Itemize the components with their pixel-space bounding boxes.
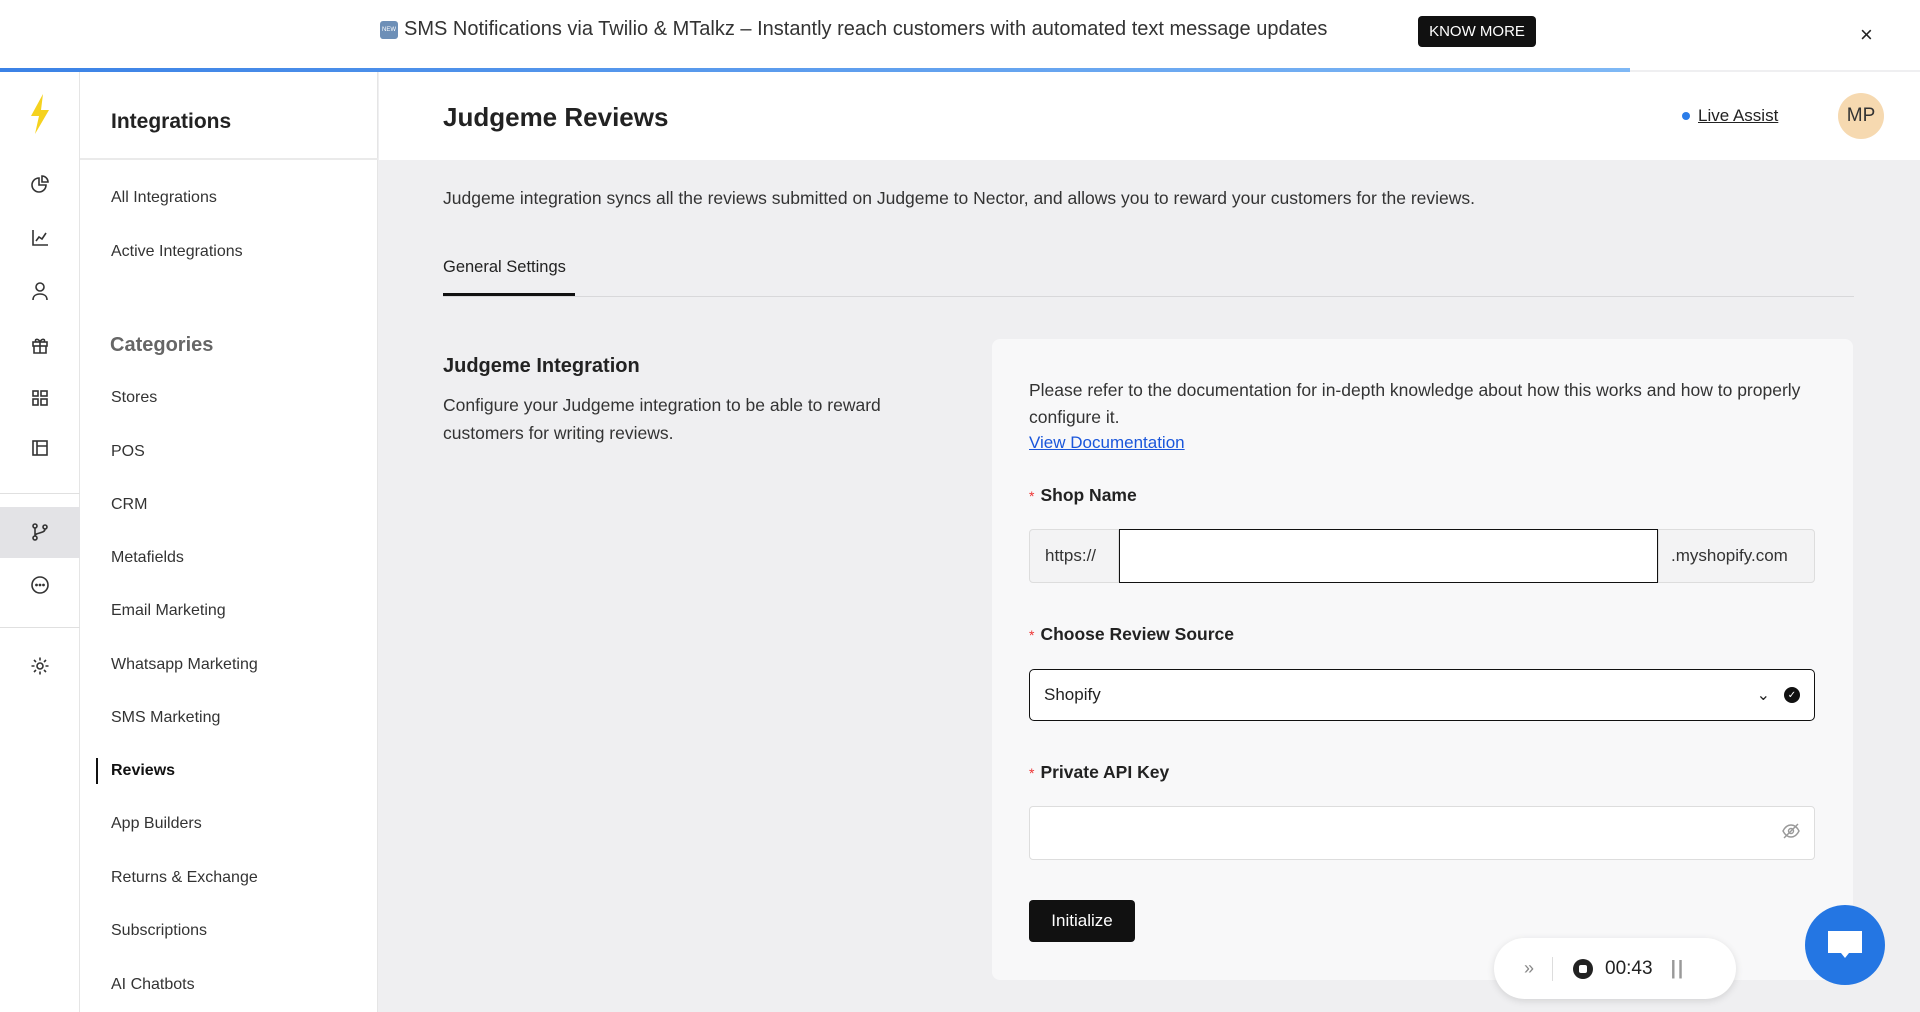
shop-name-label xyxy=(1029,485,1137,506)
pause-icon[interactable]: || xyxy=(1670,957,1686,979)
avatar[interactable]: MP xyxy=(1838,93,1884,139)
expand-chevrons-icon[interactable]: » xyxy=(1524,958,1535,978)
lightning-logo-icon[interactable] xyxy=(26,100,54,128)
recorder-divider xyxy=(1552,957,1553,981)
rail-divider xyxy=(0,493,80,494)
banner-text xyxy=(380,18,1327,41)
sidebar-item-reviews[interactable]: Reviews xyxy=(111,762,176,779)
label-text: Choose Review Source xyxy=(1040,624,1234,644)
live-assist-link[interactable] xyxy=(1682,106,1778,126)
page-title: Judgeme Reviews xyxy=(443,102,669,132)
label-text: Private API Key xyxy=(1040,762,1170,782)
analytics-icon[interactable] xyxy=(26,224,54,252)
view-documentation-link[interactable]: View Documentation xyxy=(1029,433,1185,452)
sidebar-item-all-integrations[interactable]: All Integrations xyxy=(111,189,217,206)
sidebar-item-returns-exchange[interactable]: Returns & Exchange xyxy=(111,869,258,886)
required-mark: * xyxy=(1029,488,1035,504)
sidebar-item-stores[interactable]: Stores xyxy=(111,389,158,406)
shop-name-input[interactable] xyxy=(1119,529,1658,583)
sidebar-item-ai-chatbots[interactable]: AI Chatbots xyxy=(111,976,195,993)
live-assist-label: Live Assist xyxy=(1698,106,1779,125)
icon-rail xyxy=(0,72,80,1012)
rail-divider xyxy=(0,627,80,628)
url-prefix: https:// xyxy=(1029,529,1119,583)
gear-icon[interactable] xyxy=(26,652,54,680)
url-suffix: .myshopify.com xyxy=(1658,529,1815,583)
sidebar-item-pos[interactable]: POS xyxy=(111,443,145,460)
api-key-label xyxy=(1029,762,1169,783)
close-banner-icon[interactable]: × xyxy=(1860,22,1873,47)
section-title: Judgeme Integration xyxy=(443,355,640,377)
eye-off-icon[interactable] xyxy=(1782,823,1800,844)
recording-time: 00:43 xyxy=(1605,957,1653,979)
settings-card xyxy=(992,339,1853,980)
section-description: Configure your Judgeme integration to be able to reward customers for writing reviews. xyxy=(443,395,881,443)
chat-icon[interactable] xyxy=(26,571,54,599)
grid-widgets-icon[interactable] xyxy=(26,384,54,412)
sidebar-item-sms-marketing[interactable]: SMS Marketing xyxy=(111,709,221,726)
know-more-button[interactable]: KNOW MORE xyxy=(1418,16,1536,47)
user-icon[interactable] xyxy=(26,277,54,305)
live-dot-icon xyxy=(1682,112,1690,120)
pie-chart-icon[interactable] xyxy=(26,171,54,199)
required-mark: * xyxy=(1029,765,1035,781)
sidebar-item-active-integrations[interactable]: Active Integrations xyxy=(111,243,243,260)
sidebar-item-app-builders[interactable]: App Builders xyxy=(111,815,202,832)
sidebar-title: Integrations xyxy=(111,110,232,133)
tab-general-settings[interactable]: General Settings xyxy=(443,258,566,276)
private-api-key-input[interactable] xyxy=(1029,806,1815,860)
stop-record-icon[interactable] xyxy=(1573,959,1593,979)
chevron-down-icon: ⌄ xyxy=(1756,687,1770,704)
initialize-button[interactable]: Initialize xyxy=(1029,900,1135,942)
screen-recorder-widget xyxy=(1494,938,1736,999)
new-badge-icon: NEW xyxy=(380,21,398,39)
sidebar-item-subscriptions[interactable]: Subscriptions xyxy=(111,922,208,939)
required-mark: * xyxy=(1029,627,1035,643)
layout-icon[interactable] xyxy=(26,434,54,462)
check-circle-icon: ✓ xyxy=(1784,687,1800,703)
chat-support-button[interactable] xyxy=(1805,905,1885,985)
sidebar-item-crm[interactable]: CRM xyxy=(111,496,148,513)
integrations-sidebar xyxy=(80,72,378,1012)
sidebar-header xyxy=(80,72,378,160)
active-indicator xyxy=(96,758,98,784)
documentation-info: Please refer to the documentation for in-depth knowledge about how this works and how to properly configure it. xyxy=(1029,380,1801,427)
review-source-label xyxy=(1029,624,1234,645)
review-source-select[interactable] xyxy=(1029,669,1815,721)
sidebar-item-metafields[interactable]: Metafields xyxy=(111,549,184,566)
sidebar-item-email-marketing[interactable]: Email Marketing xyxy=(111,602,226,619)
selected-value: Shopify xyxy=(1044,685,1101,704)
announcement-banner xyxy=(0,0,1920,70)
integrations-branch-icon[interactable] xyxy=(26,518,54,546)
sidebar-item-whatsapp-marketing[interactable]: Whatsapp Marketing xyxy=(111,656,258,673)
categories-heading: Categories xyxy=(110,334,214,356)
page-description: Judgeme integration syncs all the reviews submitted on Judgeme to Nector, and allows you to reward your customers for the reviews. xyxy=(443,188,1476,208)
tab-divider xyxy=(443,296,1854,297)
label-text: Shop Name xyxy=(1040,485,1137,505)
banner-message: SMS Notifications via Twilio & MTalkz – Instantly reach customers with automated text message updates xyxy=(404,18,1328,40)
gift-icon[interactable] xyxy=(26,331,54,359)
chat-bubble-icon xyxy=(1825,927,1865,963)
